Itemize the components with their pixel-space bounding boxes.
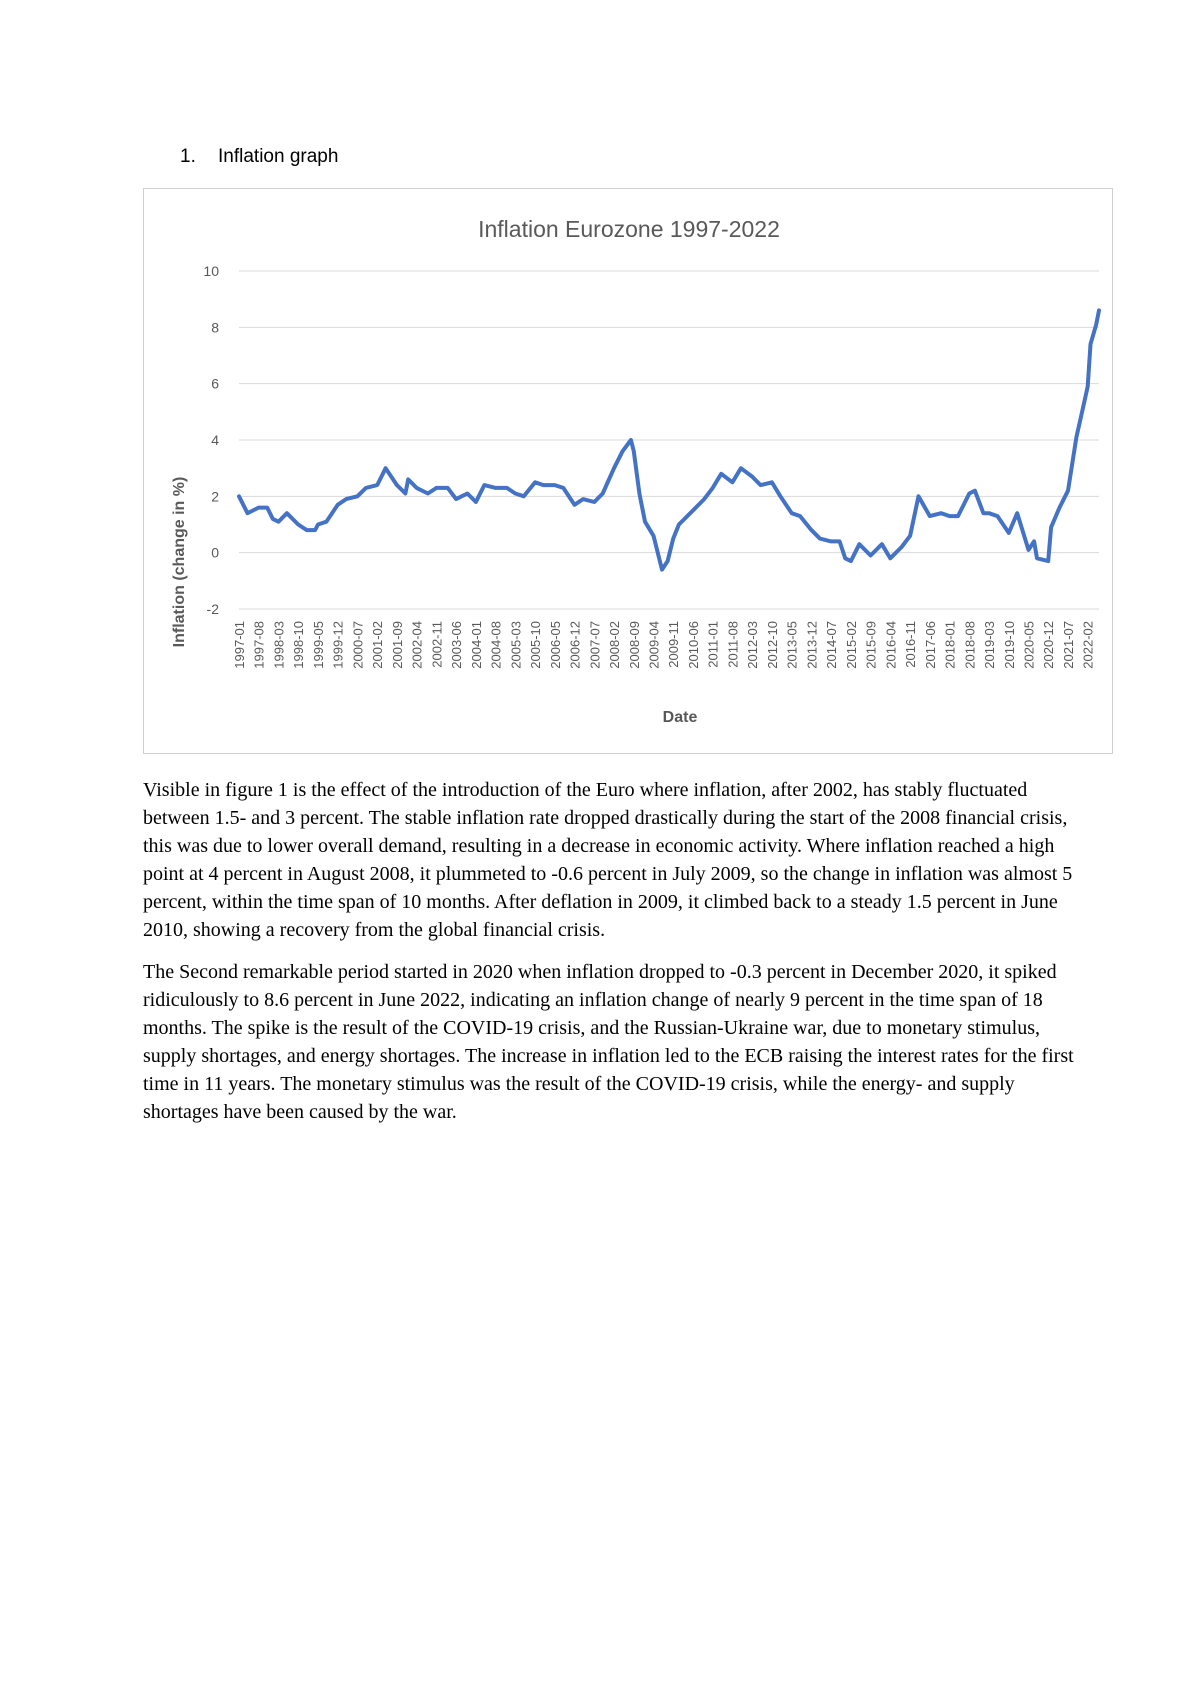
chart-container: [143, 188, 1113, 754]
x-tick-label: 2015-02: [843, 621, 859, 669]
x-tick-label: 2007-07: [587, 621, 603, 669]
x-tick-label: 2011-01: [705, 621, 721, 668]
x-tick-label: 2013-12: [804, 621, 820, 669]
x-tick-label: 2009-04: [646, 621, 662, 669]
chart-title: Inflation Eurozone 1997-2022: [478, 216, 780, 242]
paragraph: Visible in figure 1 is the effect of the introduction of the Euro where inflation, after 2002, has stably fluctuated between 1.5- and 3 percent. The stable inflation rate dropped drastically during the start of the 2008 financial crisis, this was due to lower overall demand, resulting in a decrease in economic activity. Where inflation reached a high point at 4 percent in August 2008, it plummeted to -0.6 percent in July 2009, so the change in inflation was almost 5 percent, within the time span of 10 months. After deflation in 2009, it climbed back to a steady 1.5 percent in June 2010, showing a recovery from the global financial crisis.: [143, 779, 1073, 941]
x-tick-label: 2022-02: [1080, 621, 1096, 669]
y-tick-label: 4: [211, 432, 219, 448]
x-tick-label: 2011-08: [725, 621, 741, 668]
x-tick-label: 2013-05: [784, 621, 800, 669]
x-tick-label: 1997-08: [251, 621, 267, 669]
x-tick-label: 1998-03: [271, 621, 287, 669]
x-tick-label: 2015-09: [863, 621, 879, 669]
heading-number: 1.: [180, 146, 196, 167]
x-tick-label: 2003-06: [449, 621, 465, 669]
x-tick-label: 2018-08: [962, 621, 978, 669]
y-tick-label: 6: [211, 375, 219, 392]
x-axis-ticks: [232, 621, 1096, 669]
x-tick-label: 1997-01: [232, 621, 247, 669]
x-tick-label: 2016-04: [883, 621, 899, 669]
x-tick-label: 2008-09: [626, 621, 642, 669]
x-tick-label: 2019-10: [1001, 621, 1017, 669]
x-tick-label: 2006-05: [547, 621, 563, 669]
y-tick-label: 8: [211, 319, 219, 336]
x-tick-label: 2012-10: [764, 621, 780, 669]
x-tick-label: 2005-10: [528, 621, 544, 669]
x-tick-label: 2020-12: [1041, 621, 1057, 669]
x-tick-label: 2002-11: [429, 621, 445, 668]
x-tick-label: 2019-03: [982, 621, 998, 669]
section-heading: [180, 146, 338, 168]
x-tick-label: 1998-10: [291, 621, 307, 669]
x-tick-label: 2014-07: [824, 621, 840, 669]
x-tick-label: 2008-02: [607, 621, 623, 669]
x-tick-label: 2001-02: [370, 621, 386, 669]
x-tick-label: 2005-03: [508, 621, 524, 669]
x-tick-label: 2010-06: [685, 621, 701, 669]
x-tick-label: 2018-01: [942, 621, 958, 669]
body-text: [143, 776, 1083, 1140]
heading-text: Inflation graph: [218, 146, 339, 167]
x-tick-label: 2000-07: [350, 621, 366, 669]
x-tick-label: 2004-08: [488, 621, 504, 669]
x-tick-label: 1999-05: [310, 621, 326, 669]
x-tick-label: 2004-01: [468, 621, 484, 669]
y-tick-label: -2: [206, 601, 219, 617]
x-tick-label: 2002-04: [409, 621, 425, 669]
y-tick-label: 0: [211, 544, 219, 561]
paragraph: The Second remarkable period started in 2020 when inflation dropped to -0.3 percent in December 2020, it spiked ridiculously to 8.6 percent in June 2022, indicating an inflation change of nearly 9 percent in the time span of 18 months. The spike is the result of the COVID-19 crisis, and the Russian-Ukraine war, due to monetary stimulus, supply shortages, and energy shortages. The increase in inflation led to the ECB raising the interest rates for the first time in 11 years. The monetary stimulus was the result of the COVID-19 crisis, while the energy- and supply shortages have been caused by the war.: [143, 961, 1074, 1123]
y-axis-ticks: [203, 263, 219, 617]
x-tick-label: 2001-09: [389, 621, 405, 669]
x-tick-label: 1999-12: [330, 621, 346, 669]
x-tick-label: 2016-11: [903, 621, 919, 668]
x-tick-label: 2006-12: [567, 621, 583, 669]
x-tick-label: 2009-11: [666, 621, 682, 668]
y-tick-label: 2: [211, 488, 219, 505]
x-tick-label: 2012-03: [745, 621, 761, 669]
y-axis-label: Inflation (change in %): [171, 476, 188, 648]
x-tick-label: 2020-05: [1021, 621, 1037, 669]
y-tick-label: 10: [203, 263, 219, 279]
x-tick-label: 2017-06: [922, 621, 938, 669]
inflation-chart: [144, 189, 1114, 755]
x-tick-label: 2021-07: [1060, 621, 1076, 669]
x-axis-label: Date: [662, 709, 698, 726]
